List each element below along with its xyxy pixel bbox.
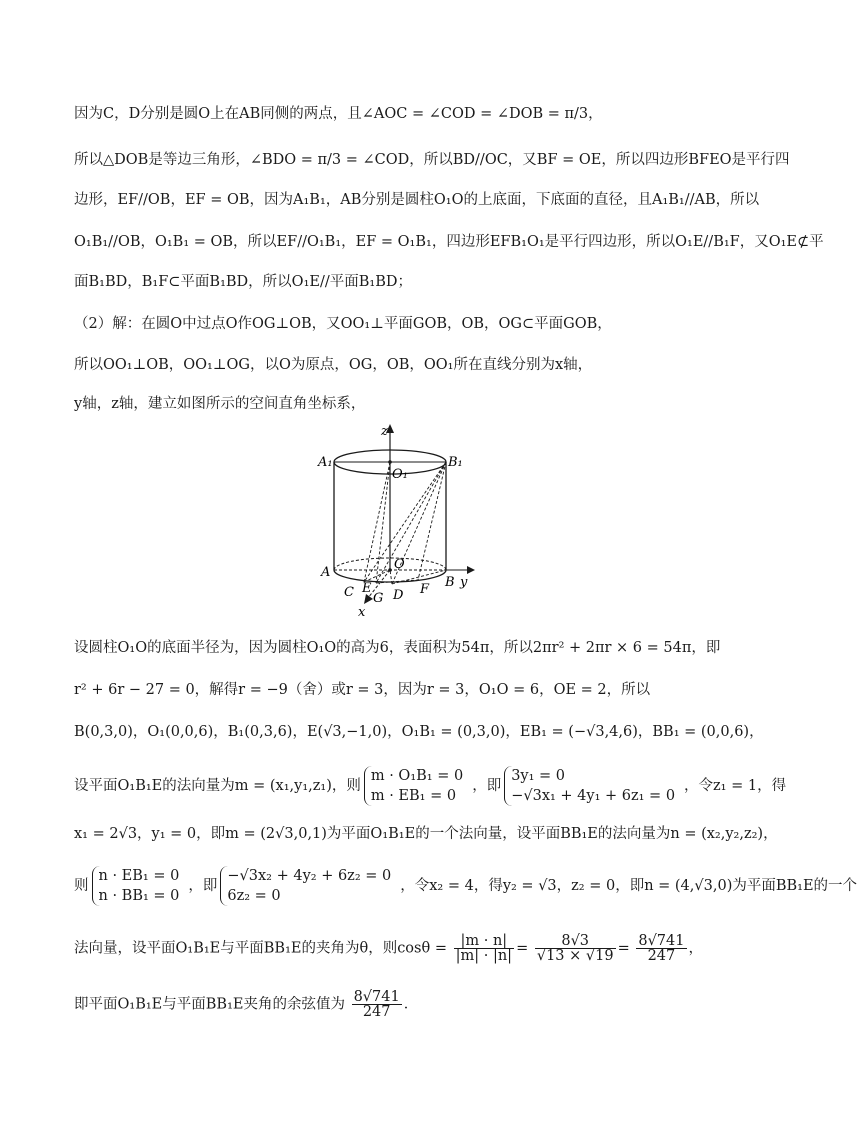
- text-line-4: O₁B₁//OB，O₁B₁ = OB，所以EF//O₁B₁，EF = O₁B₁，四边形EFB₁O₁是平行四边形，所以O₁E//B₁F，又O₁E⊄平: [74, 234, 824, 250]
- text-line-1: 因为C，D分别是圆O上在AB同侧的两点，且∠AOC = ∠COD = ∠DOB = π/3，: [74, 106, 603, 122]
- y-axis-arrow: [467, 566, 475, 574]
- final-tail: ．: [403, 996, 419, 1013]
- text-line-12: [74, 766, 787, 806]
- system-2-left: n · EB₁ = 0 n · BB₁ = 0: [92, 866, 186, 906]
- text-line-5: 面B₁BD，B₁F⊂平面B₁BD，所以O₁E//平面B₁BD；: [74, 274, 412, 290]
- text-line-2: 所以△DOB是等边三角形，∠BDO = π/3 = ∠COD，所以BD//OC，又BF = OE，所以四边形BFEO是平行四: [74, 152, 790, 168]
- line-o1-c: [364, 462, 390, 582]
- text-line-16: [74, 990, 724, 1019]
- text-line-6: （2）解：在圆O中过点O作OG⊥OB，又OO₁⊥平面GOB，OB，OG⊂平面GOB，: [74, 316, 612, 332]
- label-a1: A₁: [318, 455, 333, 470]
- label-g: G: [373, 591, 384, 606]
- text-line-10: r² + 6r − 27 = 0，解得r = −9（舍）或r = 3，因为r = 3，O₁O = 6，OE = 2，所以: [74, 682, 651, 698]
- point-o1: [388, 460, 392, 464]
- line16-prefix: 即平面O₁B₁E与平面BB₁E夹角的余弦值为: [74, 996, 345, 1013]
- sys1-connector: ，即: [472, 778, 502, 794]
- text-line-8: y轴，z轴，建立如图所示的空间直角坐标系，: [74, 396, 366, 412]
- line-b1-e: [376, 462, 446, 583]
- label-c: C: [344, 585, 354, 600]
- text-line-9: 设圆柱O₁O的底面半径为，因为圆柱O₁O的高为6，表面积为54π，所以2πr² + 2πr × 6 = 54π，即: [74, 640, 721, 656]
- label-b: B: [445, 575, 455, 590]
- point-o: [388, 568, 392, 572]
- final-frac: $\frac{8√741}{247}$: [353, 989, 400, 1020]
- label-f: F: [420, 582, 430, 597]
- line-o1-e: [376, 462, 390, 583]
- sys1-tail: ，令z₁ = 1，得: [684, 778, 787, 794]
- label-y: y: [460, 575, 468, 590]
- label-x: x: [358, 605, 366, 620]
- label-z: z: [381, 424, 388, 439]
- label-o1: O₁: [392, 467, 408, 482]
- label-o: O: [394, 557, 405, 572]
- label-d: D: [393, 588, 404, 603]
- text-line-15: 法向量，设平面O₁B₁E与平面BB₁E的夹角为θ，则cosθ = $\frac{|m \cdot n|}{|m| \cdot |n|}$ = $\frac{8√3}{√13 \times √19}$ = $\frac{8√741}{247}$ ，: [74, 933, 703, 964]
- sys2-tail: ，令x₂ = 4，得y₂ = √3，z₂ = 0，即n = (4,√3,0)为平面BB₁E的一个: [400, 878, 857, 894]
- system-2-right: −√3x₂ + 4y₂ + 6z₂ = 0 6z₂ = 0: [220, 866, 397, 906]
- label-b1: B₁: [448, 455, 463, 470]
- label-a: A: [321, 565, 331, 580]
- line14-prefix: 则: [74, 878, 89, 894]
- cos-frac-2: $\frac{8√3}{√13 \times √19}$: [536, 933, 614, 964]
- text-line-3: 边形，EF//OB，EF = OB，因为A₁B₁，AB分别是圆柱O₁O的上底面，下底面的直径，且A₁B₁//AB，所以: [74, 192, 760, 208]
- system-1-right: 3y₁ = 0 −√3x₁ + 4y₁ + 6z₁ = 0: [504, 766, 681, 806]
- line15-prefix: 法向量，设平面O₁B₁E与平面BB₁E的夹角为θ，则cosθ =: [74, 940, 447, 957]
- cylinder-figure: [318, 420, 478, 620]
- sys2-connector: ，即: [188, 878, 218, 894]
- system-1-left: m · O₁B₁ = 0 m · EB₁ = 0: [364, 766, 469, 806]
- text-line-11: B(0,3,0)，O₁(0,0,6)，B₁(0,3,6)，E(√3,−1,0)，O₁B₁ = (0,3,0)，EB₁ = (−√3,4,6)，BB₁ = (0,0,6)，: [74, 724, 764, 740]
- text-line-7: 所以OO₁⊥OB，OO₁⊥OG，以O为原点，OG，OB，OO₁所在直线分别为x轴，: [74, 357, 593, 373]
- text-line-13: x₁ = 2√3，y₁ = 0，即m = (2√3,0,1)为平面O₁B₁E的一个法向量，设平面BB₁E的法向量为n = (x₂,y₂,z₂)，: [74, 826, 778, 842]
- label-e: E: [362, 581, 372, 596]
- cos-frac-1: $\frac{|m \cdot n|}{|m| \cdot |n|}$: [455, 933, 513, 964]
- line12-prefix: 设平面O₁B₁E的法向量为m = (x₁,y₁,z₁)，则: [74, 778, 361, 794]
- cos-frac-3: $\frac{8√741}{247}$: [638, 933, 685, 964]
- text-line-14: [74, 866, 857, 906]
